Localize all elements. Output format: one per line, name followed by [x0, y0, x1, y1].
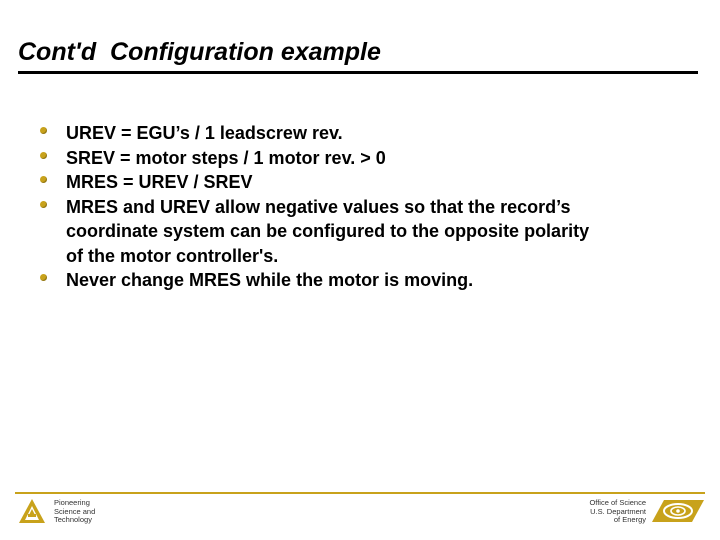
bullet-dot-icon [40, 201, 47, 208]
bullet-list [40, 121, 680, 293]
footer-right [560, 498, 706, 526]
bullet-item [40, 268, 680, 293]
title-underline [18, 71, 698, 74]
bullet-dot-icon [40, 152, 47, 159]
footer-right-line: U.S. Department [590, 506, 646, 516]
footer-left-text [54, 499, 134, 525]
footer-left-line: Pioneering [54, 498, 90, 507]
doe-logo-icon [650, 498, 706, 524]
bullet-text-line: Never change MRES while the motor is moving. [66, 270, 474, 290]
bullet-text-line: of the motor controller's. [66, 245, 279, 266]
bullet-text-line: coordinate system can be configured to the opposite polarity [66, 221, 590, 241]
argonne-logo-icon [18, 498, 46, 524]
footer-left-line: Technology [54, 515, 92, 524]
bullet-item [40, 170, 680, 195]
footer-divider [15, 492, 705, 494]
bullet-text-line: MRES = UREV / SREV [66, 172, 253, 192]
bullet-item [40, 121, 680, 146]
bullet-text-line: UREV = EGU’s / 1 leadscrew rev. [66, 123, 343, 143]
bullet-dot-icon [40, 176, 47, 183]
bullet-text-line: SREV = motor steps / 1 motor rev. > 0 [66, 147, 386, 168]
bullet-dot-icon [40, 274, 47, 281]
bullet-dot-icon [40, 127, 47, 134]
slide-title: Cont'd Configuration example [18, 38, 381, 66]
bullet-item [40, 195, 680, 269]
footer-right-line: Office of Science [589, 498, 646, 507]
footer-left-line: Science and [54, 506, 96, 516]
footer-right-text [589, 499, 646, 525]
bullet-item [40, 146, 680, 171]
bullet-text-line: MRES and UREV allow negative values so that the record’s [66, 196, 571, 217]
footer-right-line: of Energy [613, 515, 646, 524]
